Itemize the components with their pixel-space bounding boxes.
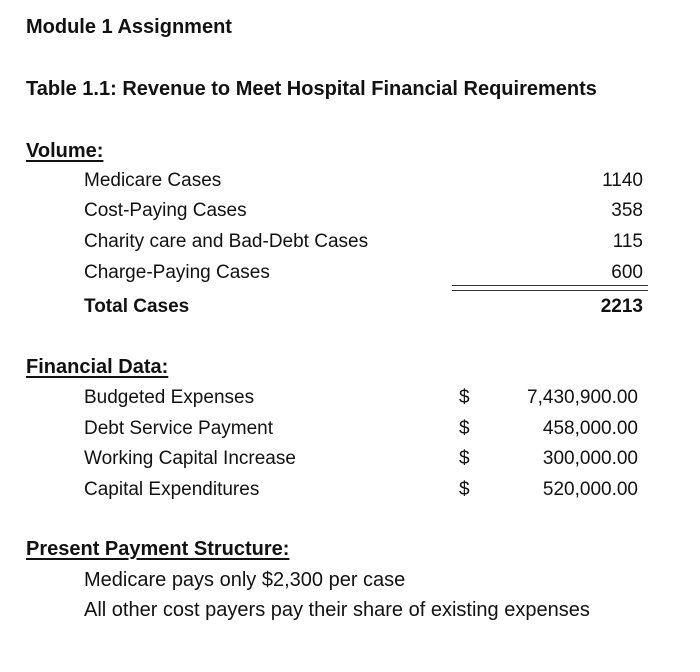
financial-row-value-budgeted: 7,430,900.00 xyxy=(527,387,638,408)
volume-heading: Volume: xyxy=(26,140,104,162)
dollar-sign: $ xyxy=(459,479,470,500)
financial-row-value-working-capital: 300,000.00 xyxy=(542,448,638,469)
financial-row-value-capex: 520,000.00 xyxy=(542,479,638,500)
total-cases-value: 2213 xyxy=(600,296,643,317)
financial-row-label-working-capital: Working Capital Increase xyxy=(84,448,296,469)
volume-row-value-charity: 115 xyxy=(612,231,643,252)
volume-row-value-medicare: 1140 xyxy=(602,170,643,191)
payment-heading: Present Payment Structure: xyxy=(26,538,290,560)
volume-row-label-charity: Charity care and Bad-Debt Cases xyxy=(84,231,369,252)
financial-row-value-debt: 458,000.00 xyxy=(542,418,638,439)
dollar-sign: $ xyxy=(459,418,470,439)
dollar-sign: $ xyxy=(459,387,470,408)
financial-row-label-debt: Debt Service Payment xyxy=(84,418,274,439)
volume-row-label-medicare: Medicare Cases xyxy=(84,170,222,191)
table-title: Table 1.1: Revenue to Meet Hospital Financial Requirements xyxy=(26,78,597,100)
total-cases-label: Total Cases xyxy=(84,296,190,317)
payment-line-others: All other cost payers pay their share of existing expenses xyxy=(84,599,590,621)
total-double-rule xyxy=(452,285,648,291)
dollar-sign: $ xyxy=(459,448,470,469)
volume-row-value-charge-paying: 600 xyxy=(611,262,643,283)
financial-row-label-capex: Capital Expenditures xyxy=(84,479,260,500)
financial-heading: Financial Data: xyxy=(26,356,169,378)
volume-row-label-charge-paying: Charge-Paying Cases xyxy=(84,262,270,283)
volume-row-value-cost-paying: 358 xyxy=(611,200,643,221)
document-title: Module 1 Assignment xyxy=(26,16,232,38)
financial-row-label-budgeted: Budgeted Expenses xyxy=(84,387,255,408)
volume-row-label-cost-paying: Cost-Paying Cases xyxy=(84,200,247,221)
payment-line-medicare: Medicare pays only $2,300 per case xyxy=(84,569,406,591)
